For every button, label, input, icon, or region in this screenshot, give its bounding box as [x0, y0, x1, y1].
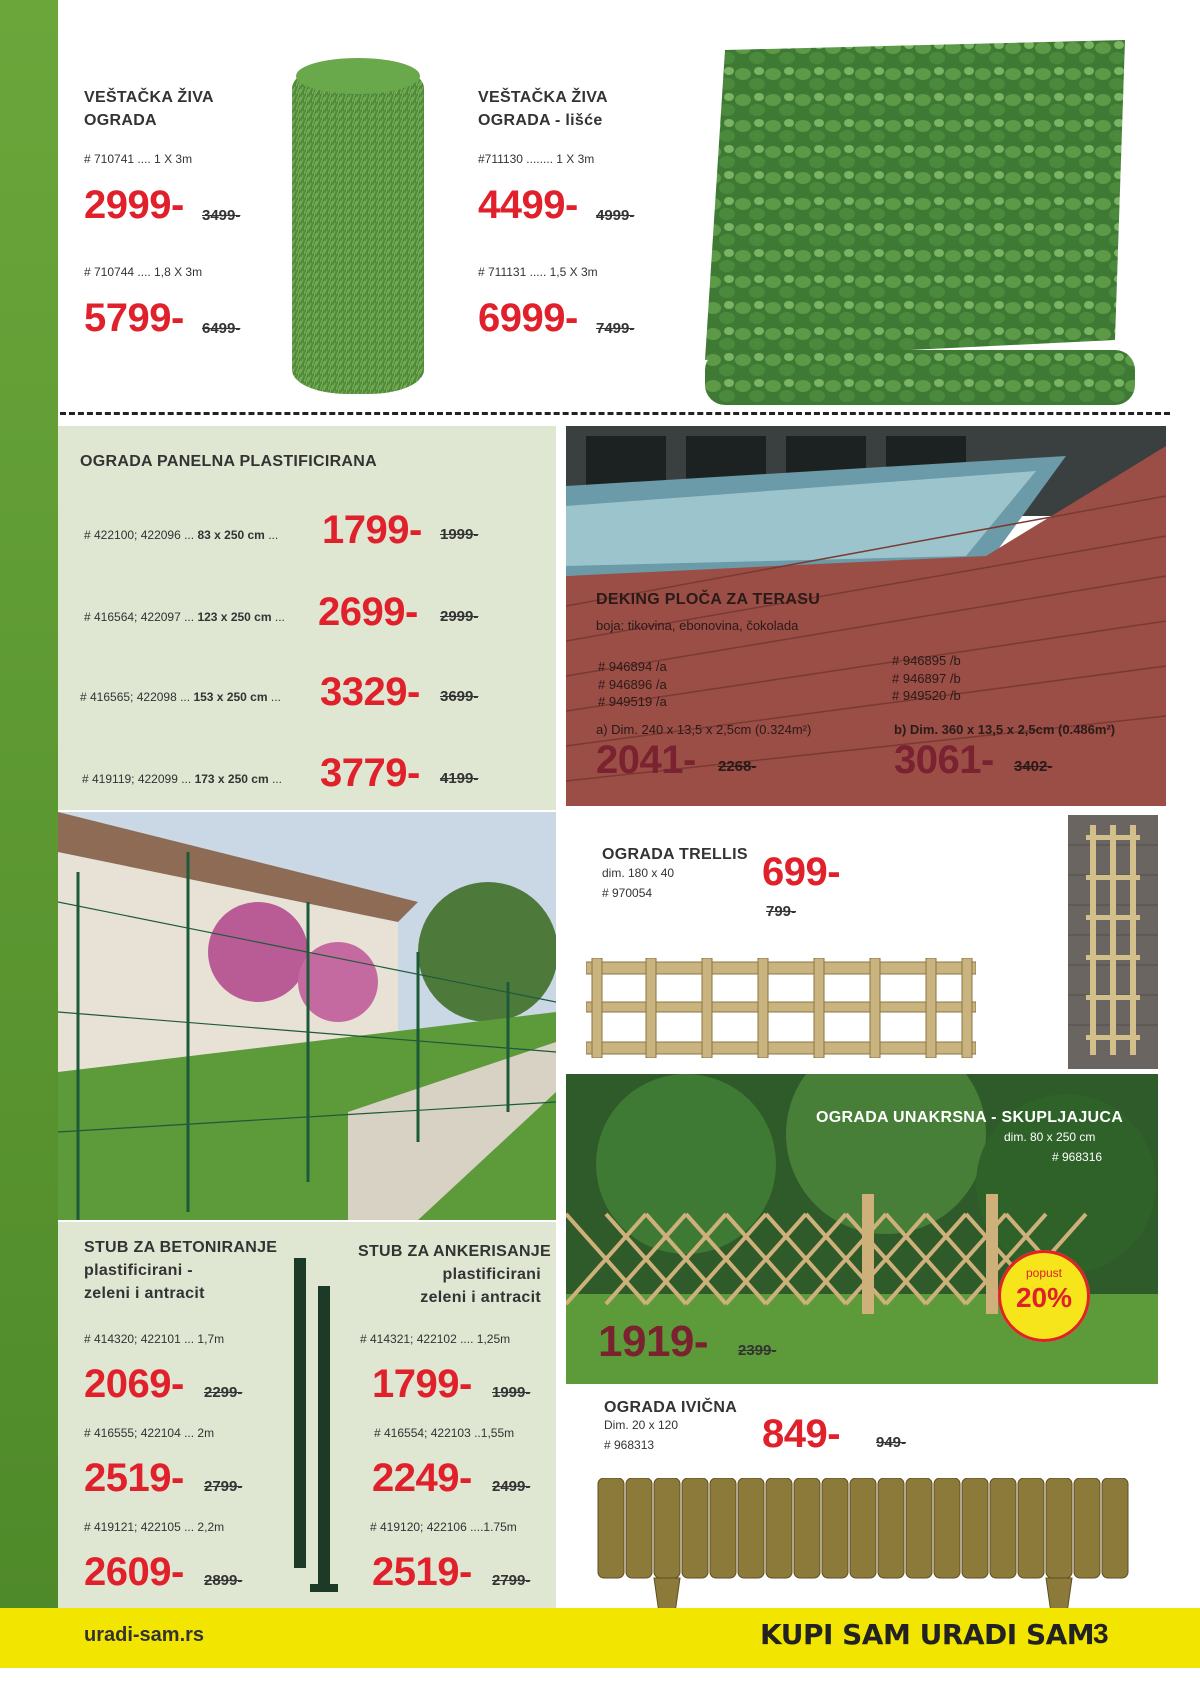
edge-fence-title: OGRADA IVIČNA [604, 1399, 738, 1416]
hedge-title-line2: OGRADA [84, 112, 157, 130]
hedge-price-2: 5799- [84, 296, 184, 340]
post-concrete-old-price-2: 2799- [204, 1478, 243, 1495]
post-concrete-old-price-1: 2299- [204, 1384, 243, 1401]
post-concrete-sku-3: # 419121; 422105 ... 2,2m [84, 1520, 225, 1534]
panel-row-4-dots: ... [271, 772, 282, 786]
post-concrete-price-1: 2069- [84, 1362, 184, 1406]
hedge-roll-image [288, 54, 428, 402]
leaves-title [478, 86, 608, 132]
panel-row-2-dots: ... [274, 610, 285, 624]
leaves-price-2: 6999- [478, 296, 578, 340]
panel-row-2-dim: 123 x 250 cm [197, 610, 272, 624]
post-anchor-old-price-2: 2499- [492, 1478, 531, 1495]
panel-row-1-sku [84, 528, 278, 542]
post-concrete-image [294, 1258, 306, 1568]
panel-row-3-code: # 416565; 422098 ... [80, 690, 191, 704]
panel-row-2-old-price: 2999- [440, 608, 479, 625]
post-concrete-old-price-3: 2899- [204, 1572, 243, 1589]
decking-b-skus [892, 652, 961, 705]
trellis-old-price: 799- [766, 903, 797, 920]
panel-row-2-price: 2699- [318, 590, 418, 634]
leaf-fence-image [705, 40, 1140, 410]
panel-fence-title: OGRADA PANELNA PLASTIFICIRANA [80, 453, 377, 470]
hedge-title [84, 86, 214, 132]
discount-badge [998, 1250, 1090, 1342]
cross-fence-title: OGRADA UNAKRSNA - SKUPLJAJUCA [816, 1109, 1124, 1126]
section-divider [60, 412, 1170, 415]
leaves-sku-2: # 711131 ..... 1,5 X 3m [478, 265, 598, 279]
hedge-old-price-2: 6499- [202, 320, 241, 337]
footer-website-link[interactable]: uradi-sam.rs [84, 1624, 205, 1646]
edge-fence-price: 849- [762, 1412, 841, 1456]
post-anchor-title-text: STUB ZA ANKERISANJE [358, 1243, 551, 1260]
post-anchor-image [318, 1286, 330, 1586]
trellis-price: 699- [762, 850, 841, 894]
trellis-wall-photo [1068, 815, 1158, 1069]
post-anchor-sku-2: # 416554; 422103 ..1,55m [374, 1426, 515, 1440]
panel-row-4-sku [82, 772, 282, 786]
cross-fence-price: 1919- [598, 1317, 709, 1366]
panel-row-2-sku [84, 610, 285, 624]
decking-b-sku-2: # 946897 /b [892, 670, 961, 686]
discount-badge-value: 20% [1015, 1282, 1073, 1313]
decking-a-skus [598, 658, 667, 711]
post-anchor-sub1: plastificirani [442, 1266, 541, 1284]
decking-b-old-price: 3402- [1014, 758, 1053, 775]
mesh-fence-photo [58, 812, 556, 1220]
edge-fence-dim: Dim. 20 x 120 [604, 1418, 679, 1432]
edge-fence-sku: # 968313 [604, 1438, 655, 1452]
leaves-old-price-1: 4999- [596, 207, 635, 224]
post-anchor-base [310, 1584, 338, 1592]
decking-colors: boja: tikovina, ebonovina, čokolada [596, 618, 799, 633]
post-concrete-sku-2: # 416555; 422104 ... 2m [84, 1426, 215, 1440]
decking-b-sku-1: # 946895 /b [892, 653, 961, 668]
trellis-dim: dim. 180 x 40 [602, 866, 675, 880]
post-anchor-sku-1: # 414321; 422102 .... 1,25m [360, 1332, 511, 1346]
decking-b-price: 3061- [894, 738, 994, 782]
panel-row-3-price: 3329- [320, 670, 420, 714]
left-green-strip [0, 0, 58, 1608]
hedge-title-line1: VEŠTAČKA ŽIVA [84, 89, 214, 106]
decking-a-sku-2: # 946896 /a [598, 676, 667, 692]
panel-row-1-dim: 83 x 250 cm [197, 528, 265, 542]
post-anchor-price-3: 2519- [372, 1550, 472, 1594]
panel-row-4-price: 3779- [320, 751, 420, 795]
panel-row-4-old-price: 4199- [440, 770, 479, 787]
discount-badge-label: popust [1025, 1266, 1063, 1280]
post-anchor-sub2: zeleni i antracit [420, 1289, 541, 1307]
hedge-price-1: 2999- [84, 183, 184, 227]
panel-row-1-dots: ... [268, 528, 279, 542]
footer-slogan: KUPI SAM URADI SAM [760, 1618, 1095, 1651]
post-concrete-price-3: 2609- [84, 1550, 184, 1594]
hedge-old-price-1: 3499- [202, 207, 241, 224]
cross-fence-sku: # 968316 [1052, 1150, 1103, 1164]
panel-row-3-dots: ... [270, 690, 281, 704]
leaves-title-line1: VEŠTAČKA ŽIVA [478, 89, 608, 106]
leaves-old-price-2: 7499- [596, 320, 635, 337]
post-anchor-old-price-1: 1999- [492, 1384, 531, 1401]
decking-a-price: 2041- [596, 738, 696, 782]
decking-b-dim: b) Dim. 360 x 13,5 x 2,5cm (0.486m²) [894, 722, 1116, 737]
trellis-sku: # 970054 [602, 886, 653, 900]
post-anchor-old-price-3: 2799- [492, 1572, 531, 1589]
hedge-sku-2: # 710744 .... 1,8 X 3m [84, 265, 203, 279]
panel-row-3-sku [80, 690, 281, 704]
trellis-image [586, 958, 976, 1058]
panel-row-1-old-price: 1999- [440, 526, 479, 543]
cross-fence-old-price: 2399- [738, 1342, 777, 1359]
post-concrete-title-text: STUB ZA BETONIRANJE [84, 1239, 278, 1256]
leaves-price-1: 4499- [478, 183, 578, 227]
post-anchor-title [358, 1240, 551, 1310]
decking-title: DEKING PLOČA ZA TERASU [596, 591, 821, 608]
page-number: 3 [1093, 1618, 1109, 1649]
trellis-title: OGRADA TRELLIS [602, 846, 748, 863]
post-anchor-sku-3: # 419120; 422106 ....1.75m [370, 1520, 517, 1534]
post-concrete-sub2: zeleni i antracit [84, 1285, 205, 1303]
post-concrete-price-2: 2519- [84, 1456, 184, 1500]
post-anchor-price-2: 2249- [372, 1456, 472, 1500]
decking-a-sku-3: # 949519 /a [598, 694, 667, 710]
decking-a-old-price: 2268- [718, 758, 757, 775]
leaves-sku-1: #711130 ........ 1 X 3m [478, 152, 595, 166]
panel-row-4-code: # 419119; 422099 ... [82, 772, 192, 786]
edge-fence-old-price: 949- [876, 1434, 907, 1451]
leaves-title-line2: OGRADA - lišće [478, 112, 603, 130]
post-concrete-sku-1: # 414320; 422101 ... 1,7m [84, 1332, 225, 1346]
panel-row-3-old-price: 3699- [440, 688, 479, 705]
post-concrete-title [84, 1236, 277, 1306]
panel-row-3-dim: 153 x 250 cm [193, 690, 268, 704]
cross-fence-dim: dim. 80 x 250 cm [1004, 1130, 1096, 1144]
post-concrete-sub1: plastificirani - [84, 1262, 193, 1280]
post-anchor-price-1: 1799- [372, 1362, 472, 1406]
decking-a-sku-1: # 946894 /a [598, 659, 667, 674]
panel-row-1-price: 1799- [322, 508, 422, 552]
panel-row-1-code: # 422100; 422096 ... [84, 528, 195, 542]
panel-row-2-code: # 416564; 422097 ... [84, 610, 195, 624]
hedge-sku-1: # 710741 .... 1 X 3m [84, 152, 193, 166]
panel-row-4-dim: 173 x 250 cm [194, 772, 269, 786]
decking-b-sku-3: # 949520 /b [892, 688, 961, 704]
decking-a-dim: a) Dim. 240 x 13,5 x 2,5cm (0.324m²) [596, 722, 812, 737]
